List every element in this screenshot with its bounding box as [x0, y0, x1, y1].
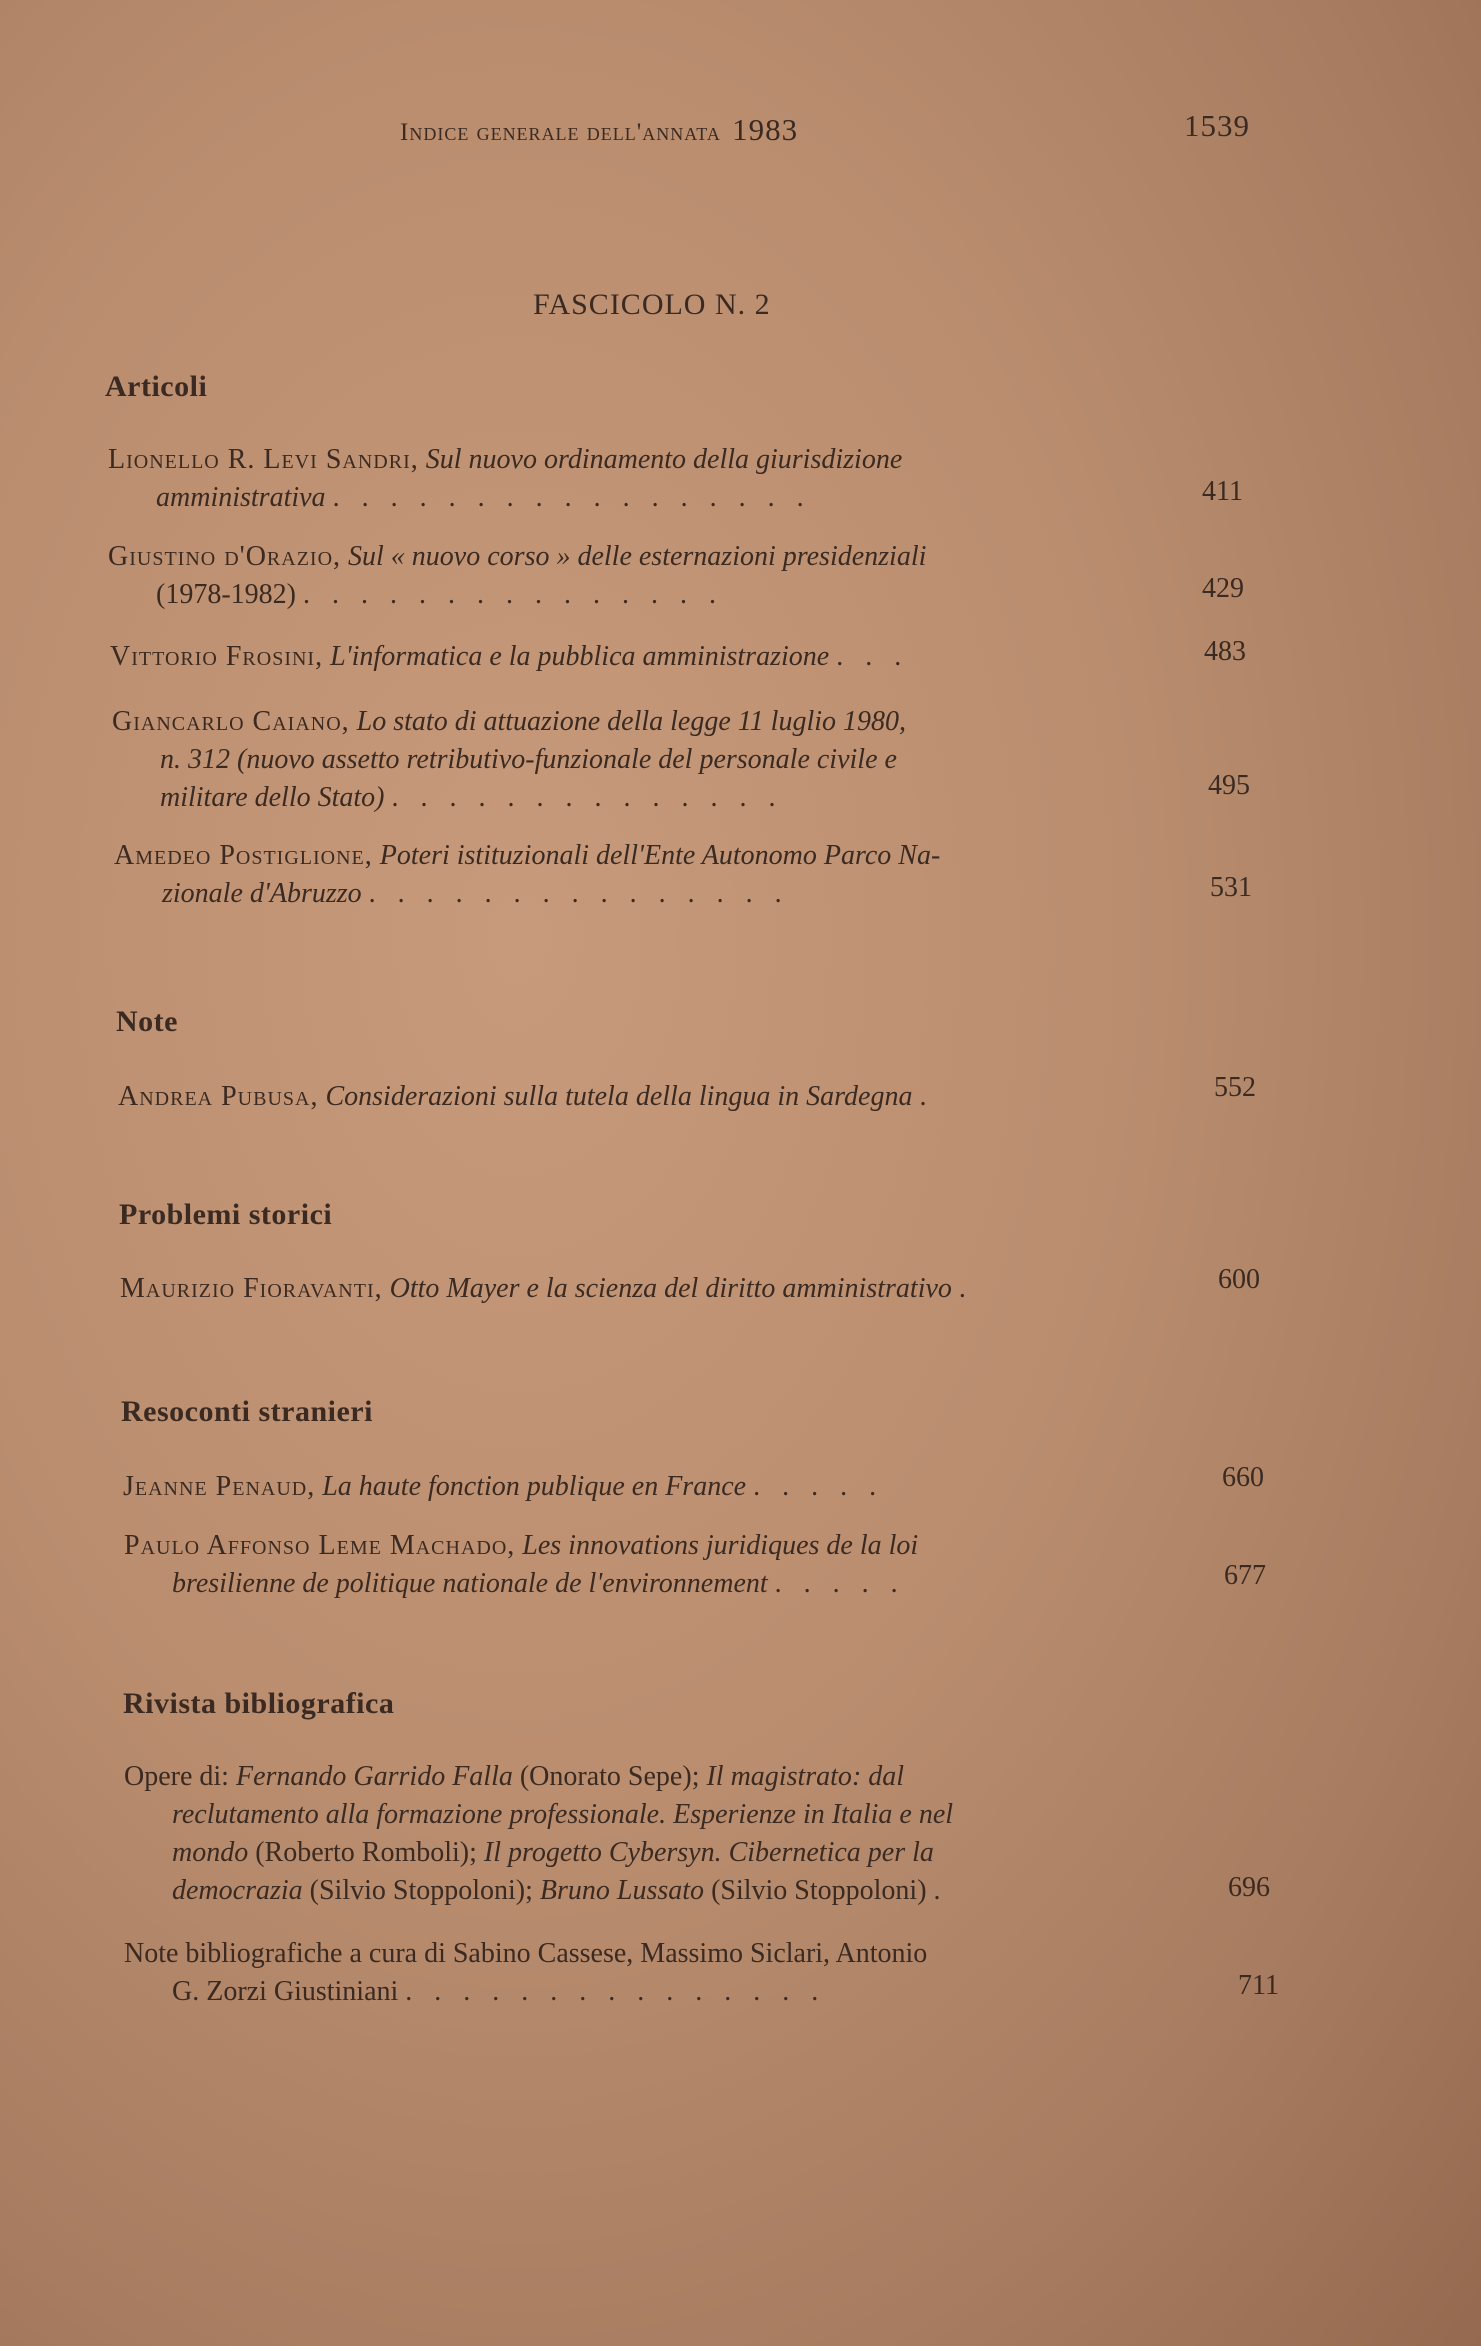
entry-author: Vittorio Frosini, [110, 641, 324, 672]
toc-entry: Jeanne Penaud, La haute fonction publique en France ..... [123, 1471, 899, 1502]
opere-reviewer: (Onorato Sepe); [519, 1761, 700, 1792]
entry-title: Lo stato di attuazione della legge 11 luglio 1980, [356, 706, 907, 737]
opere-prefix: Opere di: [124, 1761, 229, 1792]
toc-entry: Amedeo Postiglione, Poteri istituzionali dell'Ente Autonomo Parco Na- zionale d'Abruzzo ............... [114, 840, 941, 909]
section-title-note: Note [116, 1005, 178, 1038]
entry-title-cont: (1978-1982) [156, 579, 296, 610]
entry-page: 429 [1202, 573, 1244, 604]
opere-work: democrazia [172, 1875, 303, 1906]
note-bib-text: Note bibliografiche a cura di Sabino Cassese, Massimo Siclari, Antonio [124, 1938, 928, 1969]
opere-work: Fernando Garrido Falla [235, 1761, 513, 1792]
opere-reviewer: (Silvio Stoppoloni); [309, 1875, 533, 1906]
entry-title: Les innovations juridiques de la loi [522, 1530, 919, 1561]
entry-title: Sul nuovo ordinamento della giurisdizione [425, 444, 903, 475]
section-title-rivista-bibliografica: Rivista bibliografica [123, 1687, 395, 1720]
entry-author: Lionello R. Levi Sandri, [108, 444, 419, 475]
opere-reviewer: (Roberto Romboli); [255, 1837, 477, 1868]
toc-entry-note-bibliografiche: Note bibliografiche a cura di Sabino Cassese, Massimo Siclari, Antonio G. Zorzi Giustiniani ............... [124, 1938, 928, 2007]
section-title-resoconti-stranieri: Resoconti stranieri [121, 1395, 373, 1428]
section-title-problemi-storici: Problemi storici [119, 1198, 333, 1231]
toc-entry-opere: Opere di: Fernando Garrido Falla (Onorato Sepe); Il magistrato: dal reclutamento alla formazione professionale. Esperienze in Italia e nel mondo (Roberto Romboli); Il progetto Cybersyn. Cibernetica per la democrazia (Silvio Stoppoloni); Bruno Lussato (Silvio Stoppoloni) . [124, 1761, 963, 1906]
entry-author: Giancarlo Caiano, [112, 706, 350, 737]
entry-title-cont: amministrativa [156, 482, 326, 513]
entry-author: Amedeo Postiglione, [114, 840, 373, 871]
page-number: 1539 [1184, 108, 1250, 143]
note-bib-text-cont: G. Zorzi Giustiniani [172, 1976, 399, 2007]
opere-work: mondo [172, 1837, 249, 1868]
entry-title-cont: zionale d'Abruzzo [162, 878, 362, 909]
running-head [400, 108, 1250, 148]
opere-work: Il magistrato [706, 1761, 852, 1792]
opere-work: : dal [851, 1761, 905, 1792]
entry-title: Sul « nuovo corso » delle esternazioni presidenziali [348, 541, 927, 572]
entry-page: 660 [1222, 1462, 1264, 1493]
entry-title: Poteri istituzionali dell'Ente Autonomo Parco Na- [379, 840, 941, 871]
entry-author: Paulo Affonso Leme Machado, [124, 1530, 516, 1561]
entry-page: 531 [1210, 872, 1252, 903]
toc-entry: Lionello R. Levi Sandri, Sul nuovo ordinamento della giurisdizione amministrativa ................. [108, 444, 903, 513]
entry-title: La haute fonction publique en France [322, 1471, 747, 1502]
entry-page: 495 [1208, 770, 1250, 801]
entry-page: 483 [1204, 636, 1246, 667]
toc-entry: Giancarlo Caiano, Lo stato di attuazione della legge 11 luglio 1980, n. 312 (nuovo assetto retributivo-funzionale del personale civile e militare dello Stato) .............. [112, 706, 907, 813]
entry-page: 411 [1202, 476, 1243, 507]
entry-title-cont: (nuovo assetto retributivo-funzionale del personale civile e [237, 744, 897, 775]
toc-entry: Andrea Pubusa, Considerazioni sulla tutela della lingua in Sardegna . [118, 1081, 949, 1112]
toc-entry: Maurizio Fioravanti, Otto Mayer e la scienza del diritto amministrativo . [120, 1273, 988, 1304]
running-head-title: Indice generale dell'annata [400, 119, 721, 146]
running-head-year: 1983 [732, 112, 799, 147]
entry-title: L'informatica e la pubblica amministrazione [330, 641, 830, 672]
toc-entry: Paulo Affonso Leme Machado, Les innovations juridiques de la loi bresilienne de politique nationale de l'environnement ..... [124, 1530, 920, 1599]
opere-work: Il progetto Cybersyn. Cibernetica per la [483, 1837, 934, 1868]
section-title-articoli: Articoli [105, 370, 208, 403]
entry-page: 552 [1214, 1072, 1256, 1103]
entry-author: Jeanne Penaud, [123, 1471, 316, 1502]
entry-title-cont: n. 312 [160, 744, 230, 775]
entry-page: 677 [1224, 1560, 1266, 1591]
opere-reviewer: (Silvio Stoppoloni) [711, 1875, 927, 1906]
entry-author: Andrea Pubusa, [118, 1081, 319, 1112]
entry-title-cont: bresilienne de politique nationale de l'environnement [172, 1568, 768, 1599]
opere-work: reclutamento alla formazione professionale. Esperienze in Italia e nel [172, 1799, 954, 1830]
fascicolo-heading: FASCICOLO N. 2 [533, 288, 771, 321]
toc-entry: Giustino d'Orazio, Sul « nuovo corso » delle esternazioni presidenziali (1978-1982) ............... [108, 541, 927, 610]
toc-entry: Vittorio Frosini, L'informatica e la pubblica amministrazione ... [110, 641, 924, 672]
opere-work: Bruno Lussato [539, 1875, 705, 1906]
entry-author: Maurizio Fioravanti, [120, 1273, 383, 1304]
entry-author: Giustino d'Orazio, [108, 541, 342, 572]
entry-page: 711 [1238, 1970, 1279, 2001]
entry-title: Otto Mayer e la scienza del diritto amministrativo [389, 1273, 952, 1304]
entry-title: Considerazioni sulla tutela della lingua in Sardegna [325, 1081, 913, 1112]
entry-page: 696 [1228, 1872, 1270, 1903]
entry-page: 600 [1218, 1264, 1260, 1295]
entry-title-cont: militare dello Stato) [160, 782, 385, 813]
